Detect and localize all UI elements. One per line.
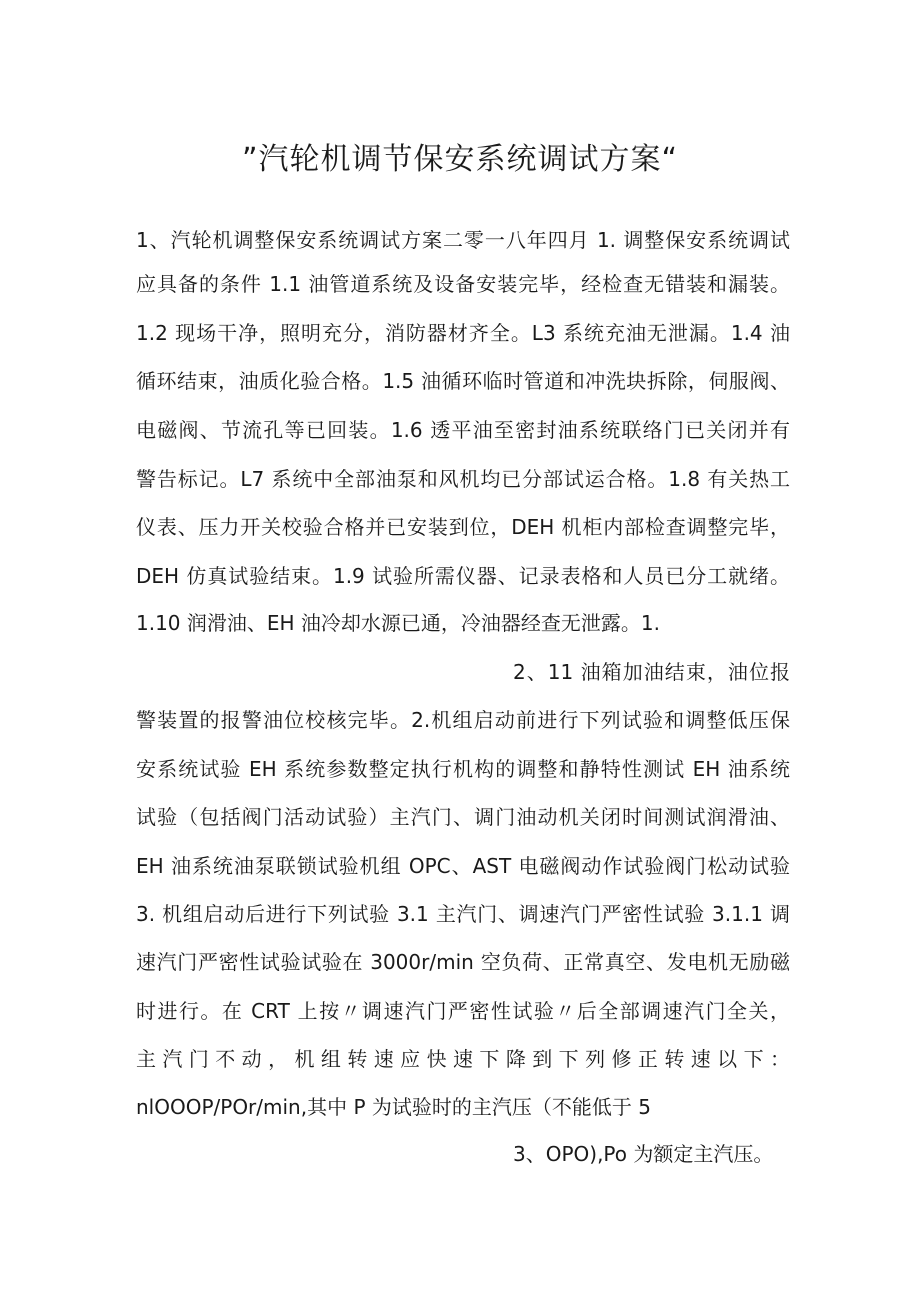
paragraph-line: 应具备的条件 1.1 油管道系统及设备安装完毕，经检查无错装和漏装。	[136, 272, 790, 296]
paragraph-line: 速汽门严密性试验试验在 3000r/min 空负荷、正常真空、发电机无励磁	[136, 950, 790, 974]
paragraph-line: 3、OPO),Po 为额定主汽压。	[513, 1142, 774, 1166]
paragraph-line: DEH 仿真试验结束。1.9 试验所需仪器、记录表格和人员已分工就绪。	[136, 564, 790, 588]
paragraph-line: 警告标记。L7 系统中全部油泵和风机均已分部试运合格。1.8 有关热工	[136, 467, 790, 491]
paragraph-line: 试验（包括阀门活动试验）主汽门、调门油动机关闭时间测试润滑油、	[136, 805, 790, 829]
paragraph-line: 安系统试验 EH 系统参数整定执行机构的调整和静特性测试 EH 油系统	[136, 757, 790, 781]
paragraph-line: 电磁阀、节流孔等已回装。1.6 透平油至密封油系统联络门已关闭并有	[136, 418, 790, 442]
document-title: ”汽轮机调节保安系统调试方案“	[241, 142, 679, 177]
paragraph-line: 3. 机组启动后进行下列试验 3.1 主汽门、调速汽门严密性试验 3.1.1 调	[136, 902, 790, 926]
paragraph-line: nlOOOP/POr/min,其中 P 为试验时的主汽压（不能低于 5	[136, 1095, 651, 1119]
paragraph-line: 时进行。在 CRT 上按〃调速汽门严密性试验〃后全部调速汽门全关，	[136, 999, 790, 1023]
paragraph-line: 1、汽轮机调整保安系统调试方案二零一八年四月 1. 调整保安系统调试	[136, 228, 790, 252]
paragraph-line: EH 油系统油泵联锁试验机组 OPC、AST 电磁阀动作试验阀门松动试验	[136, 854, 790, 878]
paragraph-line: 仪表、压力开关校验合格并已安装到位，DEH 机柜内部检查调整完毕，	[136, 515, 790, 539]
paragraph-line: 循环结束，油质化验合格。1.5 油循环临时管道和冲洗块拆除，伺服阀、	[136, 369, 790, 393]
paragraph-line: 1.2 现场干净，照明充分，消防器材齐全。L3 系统充油无泄漏。1.4 油	[136, 321, 790, 345]
paragraph-line: 2、11 油箱加油结束，油位报	[513, 660, 790, 684]
paragraph-line: 1.10 润滑油、EH 油冷却水源已通，冷油器经查无泄露。1.	[136, 611, 661, 635]
paragraph-line: 主汽门不动，机组转速应快速下降到下列修正转速以下：	[136, 1047, 790, 1071]
paragraph-line: 警装置的报警油位校核完毕。2.机组启动前进行下列试验和调整低压保	[136, 708, 790, 732]
